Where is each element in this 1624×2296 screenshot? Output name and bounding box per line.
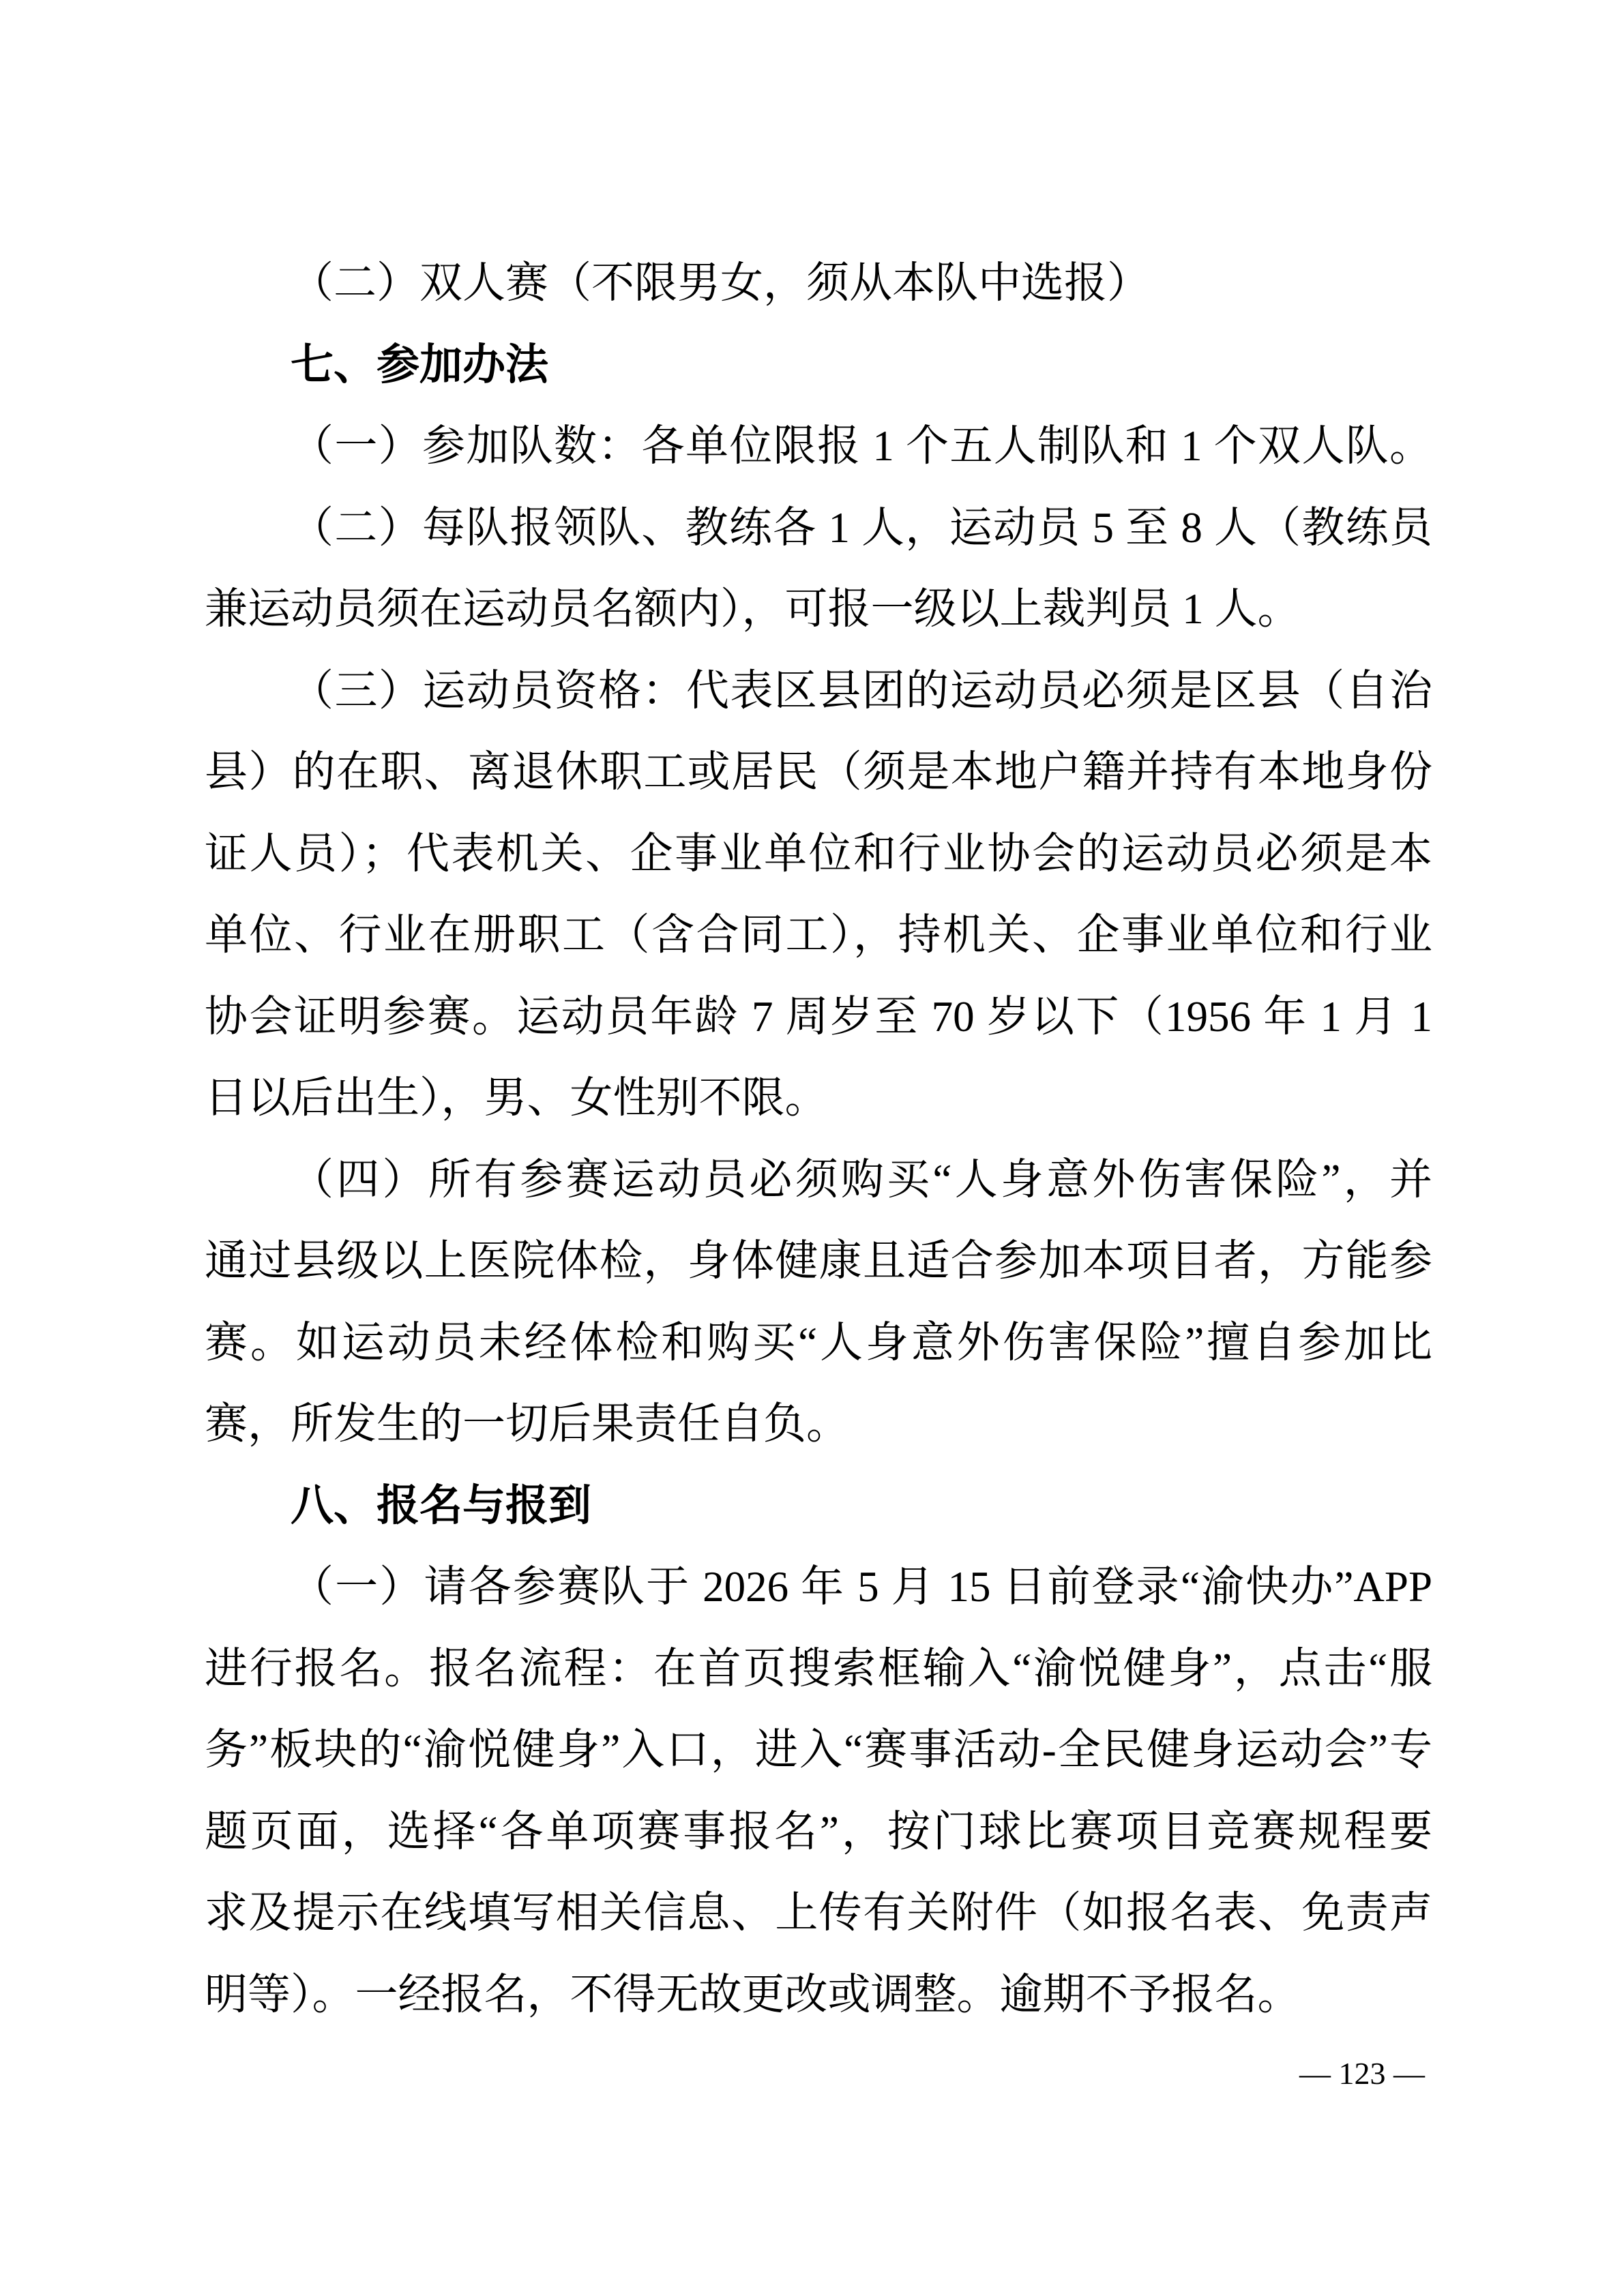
section-heading: 七、参加办法	[291, 340, 548, 389]
paragraph-line: （二）每队报领队、教练各 1 人，运动员 5 至 8 人（教练员	[291, 503, 1432, 552]
paragraph-line: 明等）。一经报名，不得无故更改或调整。逾期不予报名。	[205, 1970, 1301, 2018]
paragraph-line: 赛。如运动员未经体检和购买“人身意外伤害保险”擅自参加比	[205, 1318, 1432, 1367]
paragraph-line: （一）参加队数：各单位限报 1 个五人制队和 1 个双人队。	[291, 422, 1432, 470]
section-heading: 八、报名与报到	[291, 1481, 591, 1530]
paragraph-line: 进行报名。报名流程：在首页搜索框输入“渝悦健身”，点击“服	[205, 1644, 1432, 1693]
paragraph-line: （二）双人赛（不限男女，须从本队中选报）	[291, 259, 1150, 307]
paragraph-line: 求及提示在线填写相关信息、上传有关附件（如报名表、免责声	[205, 1889, 1432, 1937]
paragraph-line: （三）运动员资格：代表区县团的运动员必须是区县（自治	[291, 666, 1432, 715]
paragraph-line: 通过县级以上医院体检，身体健康且适合参加本项目者，方能参	[205, 1237, 1432, 1285]
paragraph-line: 县）的在职、离退休职工或居民（须是本地户籍并持有本地身份	[205, 748, 1432, 796]
paragraph-line: 协会证明参赛。运动员年龄 7 周岁至 70 岁以下（1956 年 1 月 1	[205, 992, 1432, 1041]
paragraph-line: 题页面，选择“各单项赛事报名”，按门球比赛项目竞赛规程要	[205, 1807, 1432, 1855]
paragraph-line: 日以后出生），男、女性别不限。	[205, 1074, 828, 1122]
paragraph-line: （四）所有参赛运动员必须购买“人身意外伤害保险”，并	[291, 1155, 1432, 1204]
paragraph-line: 赛，所发生的一切后果责任自负。	[205, 1400, 849, 1448]
page-number: — 123 —	[1299, 2056, 1425, 2091]
paragraph-line: 单位、行业在册职工（含合同工），持机关、企事业单位和行业	[205, 911, 1432, 959]
paragraph-line: （一）请各参赛队于 2026 年 5 月 15 日前登录“渝快办”APP	[291, 1563, 1432, 1611]
document-text	[205, 243, 1432, 2036]
paragraph-line: 证人员）；代表机关、企事业单位和行业协会的运动员必须是本	[205, 829, 1432, 878]
paragraph-line: 兼运动员须在运动员名额内），可报一级以上裁判员 1 人。	[205, 585, 1301, 633]
paragraph-line: 务”板块的“渝悦健身”入口，进入“赛事活动-全民健身运动会”专	[205, 1726, 1432, 1774]
